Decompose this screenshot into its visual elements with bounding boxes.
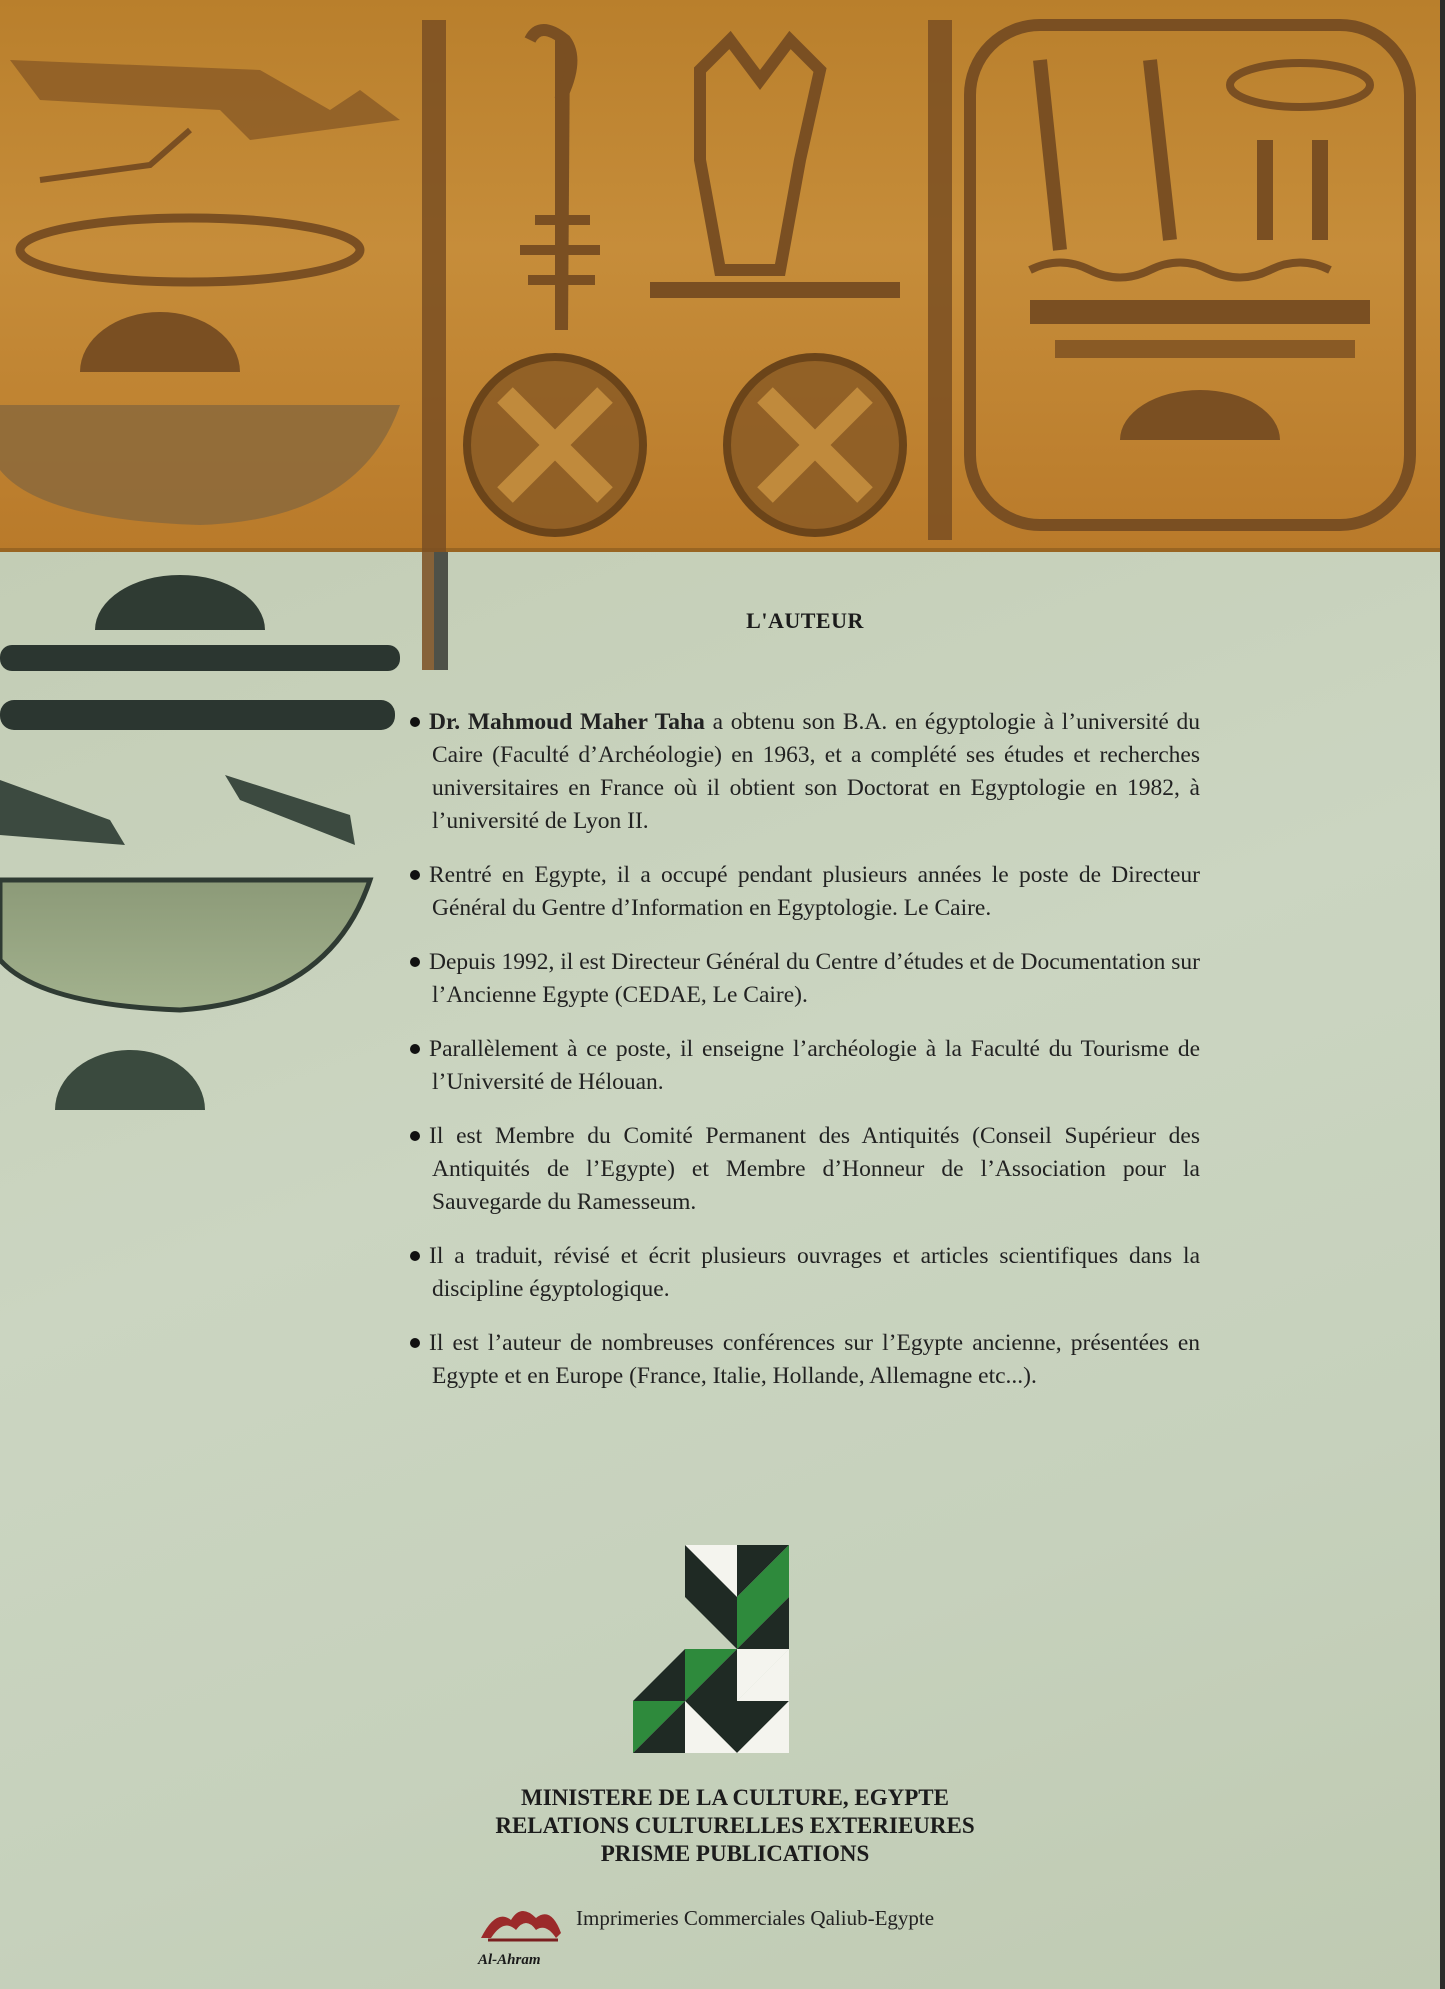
al-ahram-logo-icon <box>476 1898 566 1948</box>
bio-item <box>410 1240 1200 1306</box>
bio-item <box>410 859 1200 925</box>
bio-text: Parallèlement à ce poste, il enseigne l’archéologie à la Faculté du Tourisme de l’Université de Hélouan. <box>429 1036 1200 1095</box>
bio-item <box>410 706 1200 838</box>
bio-text: Depuis 1992, il est Directeur Général du Centre d’études et de Documentation sur l’Ancienne Egypte (CEDAE, Le Caire). <box>429 949 1200 1008</box>
reed-leaf-left <box>0 780 125 845</box>
mouth-glyph <box>20 218 360 282</box>
publisher-line-2: RELATIONS CULTURELLES EXTERIEURES <box>495 1813 975 1838</box>
bio-text: Il a traduit, révisé et écrit plusieurs ouvrages et articles scientifiques dans la discipline égyptologique. <box>429 1243 1200 1302</box>
papyrus-glyph <box>700 40 820 270</box>
bio-text: Il est Membre du Comité Permanent des Antiquités (Conseil Supérieur des Antiquités de l’Egypte) et Membre d’Honneur de l’Association pour la Sauvegarde du Ramesseum. <box>429 1123 1200 1215</box>
logo-triangle <box>685 1597 737 1649</box>
cartouche-bread-glyph <box>1120 390 1280 440</box>
bio-item <box>410 1327 1200 1393</box>
bullet-icon <box>410 957 420 967</box>
basket-glyph <box>0 405 400 525</box>
column-divider-2 <box>928 20 952 540</box>
bio-text: a obtenu son B.A. en égyptologie à l’université du Caire (Faculté d’Archéologie) en 1963, et a complété ses études et recherches universitaires en France où il obtient son Doctorat en Egyptologie en 1982, à l’université de Lyon II. <box>432 709 1201 834</box>
printer-logo-caption: Al-Ahram <box>478 1952 541 1968</box>
bio-item <box>410 946 1200 1012</box>
bullet-icon <box>410 1338 420 1348</box>
author-biography <box>410 706 1200 1414</box>
village-glyph-2 <box>727 357 903 533</box>
publisher-logo-icon <box>628 1540 838 1765</box>
publisher-block <box>0 1784 1440 1868</box>
section-title: L'AUTEUR <box>746 608 864 633</box>
publisher-line-1: MINISTERE DE LA CULTURE, EGYPTE <box>521 1785 949 1810</box>
bullet-icon <box>410 870 420 880</box>
bread-glyph-bottom <box>55 1050 205 1110</box>
author-name: Dr. Mahmoud Maher Taha <box>429 709 705 735</box>
basket-glyph-lower <box>0 880 370 1010</box>
page-edge <box>1440 0 1445 1989</box>
printer-name: Imprimeries Commerciales Qaliub-Egypte <box>576 1906 935 1930</box>
water-glyph-2 <box>0 700 395 730</box>
bullet-icon <box>410 1131 420 1141</box>
bullet-icon <box>410 1251 420 1261</box>
bread-glyph <box>80 312 240 372</box>
reed-leaf-right <box>225 775 355 845</box>
bio-item <box>410 1033 1200 1099</box>
publisher-line-3: PRISME PUBLICATIONS <box>600 1841 870 1866</box>
bio-text: Rentré en Egypte, il a occupé pendant plusieurs années le poste de Directeur Général du Gentre d’Information en Egyptologie. Le Caire. <box>429 862 1200 921</box>
bird-glyph <box>10 60 400 140</box>
bio-text: Il est l’auteur de nombreuses conférences sur l’Egypte ancienne, présentées en Egypte et en Europe (France, Italie, Hollande, Allemagne etc...). <box>429 1330 1200 1389</box>
logo-triangle <box>633 1649 685 1701</box>
bullet-icon <box>410 1044 420 1054</box>
water-glyph-1 <box>0 645 400 671</box>
village-glyph-1 <box>467 357 643 533</box>
bullet-icon <box>410 717 420 727</box>
bio-item <box>410 1120 1200 1219</box>
